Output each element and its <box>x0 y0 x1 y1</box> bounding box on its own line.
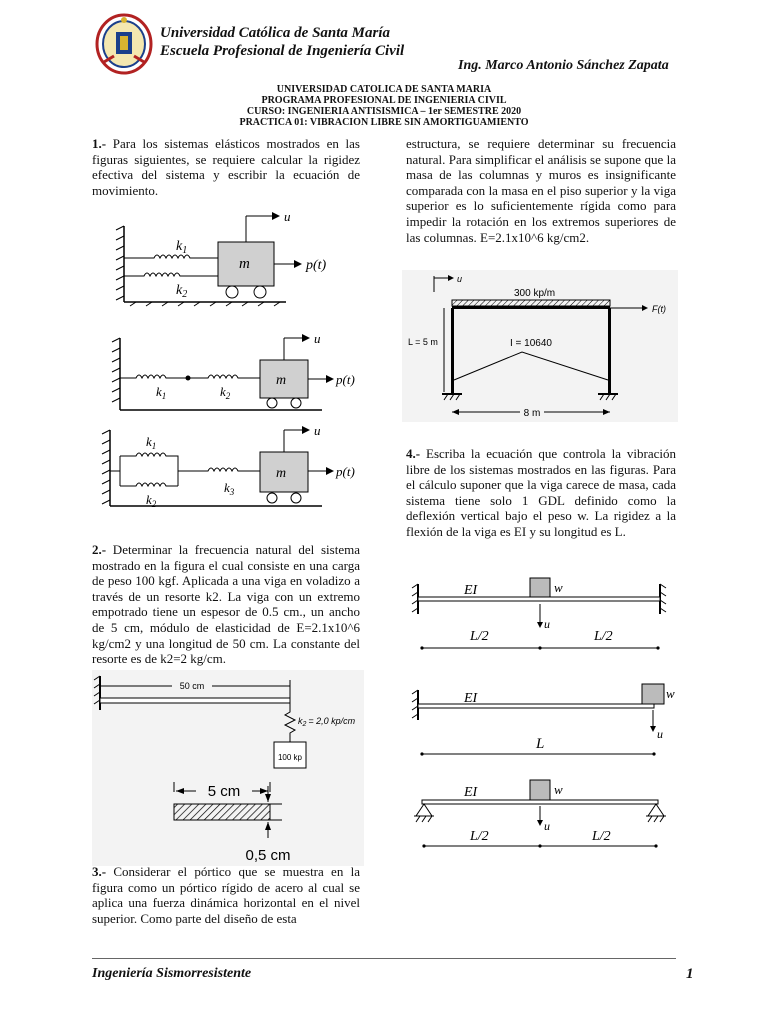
fig2-width-label: 5 cm <box>207 783 241 800</box>
footer-course: Ingeniería Sismorresistente <box>92 966 252 981</box>
fig3-u-label: u <box>457 274 463 284</box>
header-university: Universidad Católica de Santa María Escuela Profesional de Ingeniería Civil <box>160 25 405 59</box>
fig1c-k3-label: $k_3$ <box>224 480 235 497</box>
fig4c-w-label: w <box>554 782 563 797</box>
fig2-thickness-label: 0,5 cm <box>245 847 291 864</box>
fig1a-mass-label: m <box>239 256 250 272</box>
fig1a-u-label: u <box>284 209 291 224</box>
fig1a-k1-label: $k_1$ <box>176 239 188 256</box>
fig4b-l-label: L <box>536 736 545 752</box>
fig3-load-label: 300 kp/m <box>514 288 556 299</box>
fig1c-force-label: p(t) <box>336 464 355 479</box>
fig2-weight-label: 100 kp <box>277 753 303 762</box>
problem-1: 1.- Para los sistemas elásticos mostrados en las figuras siguientes, se requiere calcular la rigidez efectiva del sistema y escribir la ecuación de movimiento. <box>92 136 360 198</box>
figure-3-portal-frame <box>402 270 678 422</box>
fig4c-u-label: u <box>544 819 550 833</box>
footer-divider <box>92 958 676 959</box>
fig2-spring-label: $k_2 = 2,0$ kp/cm <box>298 716 356 728</box>
title-block: UNIVERSIDAD CATOLICA DE SANTA MARIA PROGRAMA PROFESIONAL DE INGENIERIA CIVIL CURSO: INGENIERIA ANTISISMICA – 1er SEMESTRE 2020 PRACTICA 01: VIBRACION LIBRE SIN AMORTIGUAMIENTO <box>239 84 529 128</box>
fig4b-u-label: u <box>657 727 663 741</box>
fig1b-force-label: p(t) <box>336 372 355 387</box>
fig1c-u-label: u <box>314 423 321 438</box>
fig1c-mass-label: m <box>276 466 287 481</box>
fig4a-u-label: u <box>544 617 550 631</box>
fig4c-ei-label: EI <box>464 785 478 800</box>
fig1b-mass-label: m <box>276 373 287 388</box>
problem-2: 2.- Determinar la frecuencia natural del sistema mostrado en la figura el cual consiste en una carga de peso 100 kgf. Aplicada a una viga en voladizo a través de un resorte k2. La viga con un extremo empotrado tiene un espesor de 0.5 cm., un ancho de 5 cm, módulo de elasticidad de E=2.1x10^6 kg/cm2 y una longitud de 50 cm. La constante del resorte es de k2=2 kg/cm. <box>92 542 360 667</box>
fig1b-k1-label: $k_1$ <box>156 384 167 401</box>
fig3-span-label: 8 m <box>523 408 541 419</box>
figure-4-beams <box>404 568 676 858</box>
fig2-length-label: 50 cm <box>179 681 205 691</box>
fig4b-ei-label: EI <box>464 691 478 706</box>
fig3-height-label: L = 5 m <box>408 337 438 347</box>
problem-3-continued: estructura, se requiere determinar su frecuencia natural. Para simplificar el análisis se supone que la masa de las columnas y muros es insignificante comparada con la masa en el piso superior y la viga superior es lo suficientemente rígida como para impedir la rotación en los extremos superiores de las columnas. E=2.1x10^6 kg/cm2. <box>406 136 676 245</box>
problem-4: 4.- Escriba la ecuación que controla la vibración libre de los sistemas mostrados en las figuras. Para el cálculo suponer que la viga carece de masa, cada sistema tiene solo 1 GDL definido como la deflexión vertical bajo el peso w. La rigidez a la flexión de la viga es EI y su longitud es L. <box>406 446 676 539</box>
fig4a-ei-label: EI <box>464 583 478 598</box>
fig1c-k2-label: $k_2$ <box>146 492 157 509</box>
fig4b-w-label: w <box>666 686 675 701</box>
fig4a-w-label: w <box>554 580 563 595</box>
fig4c-l2-label: L/2 <box>592 829 611 844</box>
fig4a-l1-label: L/2 <box>470 629 489 644</box>
fig1c-k1-label: $k_1$ <box>146 434 157 451</box>
fig3-inertia-label: I = 10640 <box>510 338 552 349</box>
figure-2-cantilever <box>92 670 364 866</box>
header-engineer: Ing. Marco Antonio Sánchez Zapata <box>458 58 669 73</box>
fig1b-k2-label: $k_2$ <box>220 384 231 401</box>
fig1a-force-label: p(t) <box>306 258 327 273</box>
university-logo <box>94 12 154 76</box>
fig4c-l1-label: L/2 <box>470 829 489 844</box>
fig1b-u-label: u <box>314 331 321 346</box>
fig3-force-label: F(t) <box>652 304 666 314</box>
figure-1-spring-mass <box>96 206 364 524</box>
page-number: 1 <box>686 966 694 982</box>
problem-3: 3.- Considerar el pórtico que se muestra en la figura como un pórtico rígido de acero al cual se aplica una fuerza dinámica horizontal en el nivel superior. Como parte del diseño de esta <box>92 864 360 926</box>
fig1a-k2-label: $k_2$ <box>176 283 188 300</box>
fig4a-l2-label: L/2 <box>594 629 613 644</box>
